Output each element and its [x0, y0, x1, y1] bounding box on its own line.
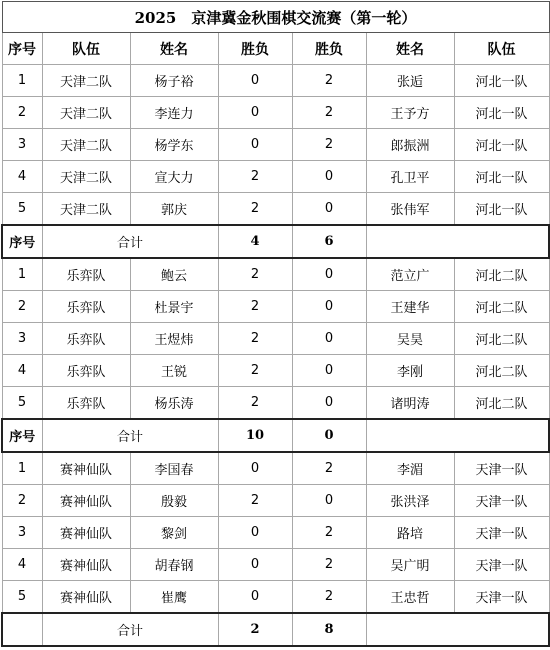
table-row — [2, 517, 549, 549]
match-number: 2 — [2, 97, 42, 129]
match-number: 2 — [2, 291, 42, 323]
team-a-cell: 乐弈队 — [42, 291, 130, 323]
score-a-cell: 2 — [218, 387, 292, 420]
team-a-cell: 天津二队 — [42, 97, 130, 129]
team-b-cell: 河北一队 — [454, 129, 549, 161]
header-row — [2, 33, 549, 65]
score-b-cell: 2 — [292, 581, 366, 614]
match-number: 5 — [2, 387, 42, 420]
score-b-cell: 0 — [292, 387, 366, 420]
results-table — [1, 1, 550, 647]
team-a-cell: 天津二队 — [42, 161, 130, 193]
player-b-cell: 范立广 — [366, 258, 454, 291]
team-a-cell: 乐弈队 — [42, 258, 130, 291]
match-number: 1 — [2, 452, 42, 485]
total-row — [2, 419, 549, 452]
team-a-cell: 赛神仙队 — [42, 452, 130, 485]
score-a-cell: 0 — [218, 129, 292, 161]
team-a-cell: 天津二队 — [42, 129, 130, 161]
player-a-cell: 鲍云 — [130, 258, 218, 291]
team-b-cell: 河北二队 — [454, 291, 549, 323]
team-a-cell: 天津二队 — [42, 193, 130, 226]
match-number: 3 — [2, 323, 42, 355]
score-a-cell: 0 — [218, 549, 292, 581]
team-b-cell: 天津一队 — [454, 581, 549, 614]
team-a-cell: 赛神仙队 — [42, 581, 130, 614]
player-b-cell: 张逅 — [366, 65, 454, 97]
total-seq-label: 序号 — [2, 419, 42, 452]
score-b-cell: 2 — [292, 97, 366, 129]
player-b-cell: 王予方 — [366, 97, 454, 129]
score-a-cell: 2 — [218, 193, 292, 226]
total-row — [2, 613, 549, 646]
team-a-cell: 乐弈队 — [42, 387, 130, 420]
player-a-cell: 杜景宇 — [130, 291, 218, 323]
title-row — [2, 2, 549, 33]
score-b-cell: 0 — [292, 485, 366, 517]
total-label: 合计 — [42, 419, 218, 452]
score-a-cell: 2 — [218, 485, 292, 517]
player-b-cell: 张伟军 — [366, 193, 454, 226]
total-score-a: 4 — [218, 225, 292, 258]
score-b-cell: 2 — [292, 129, 366, 161]
table-row — [2, 65, 549, 97]
match-number: 3 — [2, 129, 42, 161]
score-a-cell: 2 — [218, 323, 292, 355]
table-row — [2, 485, 549, 517]
total-empty-cell — [366, 225, 549, 258]
table-row — [2, 323, 549, 355]
header-player-b: 姓名 — [366, 33, 454, 65]
player-b-cell: 吴广明 — [366, 549, 454, 581]
score-b-cell: 2 — [292, 65, 366, 97]
team-a-cell: 赛神仙队 — [42, 517, 130, 549]
total-empty-cell — [366, 613, 549, 646]
results-table-body — [2, 2, 549, 647]
table-row — [2, 452, 549, 485]
score-a-cell: 0 — [218, 65, 292, 97]
score-b-cell: 0 — [292, 193, 366, 226]
score-a-cell: 0 — [218, 517, 292, 549]
match-number: 2 — [2, 485, 42, 517]
player-b-cell: 李湄 — [366, 452, 454, 485]
player-a-cell: 崔鹰 — [130, 581, 218, 614]
team-a-cell: 天津二队 — [42, 65, 130, 97]
table-row — [2, 129, 549, 161]
score-a-cell: 0 — [218, 97, 292, 129]
player-a-cell: 殷毅 — [130, 485, 218, 517]
team-a-cell: 赛神仙队 — [42, 485, 130, 517]
header-score-a: 胜负 — [218, 33, 292, 65]
score-b-cell: 0 — [292, 161, 366, 193]
score-a-cell: 2 — [218, 291, 292, 323]
player-a-cell: 宣大力 — [130, 161, 218, 193]
score-a-cell: 0 — [218, 581, 292, 614]
header-team-a: 队伍 — [42, 33, 130, 65]
player-a-cell: 黎剑 — [130, 517, 218, 549]
table-row — [2, 355, 549, 387]
team-b-cell: 河北一队 — [454, 97, 549, 129]
total-score-b: 6 — [292, 225, 366, 258]
player-a-cell: 胡春钢 — [130, 549, 218, 581]
team-b-cell: 河北一队 — [454, 65, 549, 97]
player-b-cell: 郎振洲 — [366, 129, 454, 161]
total-score-b: 8 — [292, 613, 366, 646]
score-b-cell: 2 — [292, 517, 366, 549]
player-b-cell: 吴昊 — [366, 323, 454, 355]
total-row — [2, 225, 549, 258]
team-a-cell: 乐弈队 — [42, 355, 130, 387]
score-b-cell: 0 — [292, 323, 366, 355]
player-b-cell: 路培 — [366, 517, 454, 549]
total-score-a: 2 — [218, 613, 292, 646]
table-row — [2, 193, 549, 226]
match-number: 1 — [2, 65, 42, 97]
total-score-b: 0 — [292, 419, 366, 452]
table-row — [2, 581, 549, 614]
team-b-cell: 河北一队 — [454, 193, 549, 226]
total-seq-label: 序号 — [2, 225, 42, 258]
player-a-cell: 杨学东 — [130, 129, 218, 161]
player-b-cell: 王建华 — [366, 291, 454, 323]
match-number: 1 — [2, 258, 42, 291]
player-b-cell: 张洪泽 — [366, 485, 454, 517]
player-a-cell: 杨乐涛 — [130, 387, 218, 420]
match-number: 4 — [2, 549, 42, 581]
team-a-cell: 乐弈队 — [42, 323, 130, 355]
team-b-cell: 河北二队 — [454, 387, 549, 420]
player-b-cell: 李刚 — [366, 355, 454, 387]
score-a-cell: 2 — [218, 161, 292, 193]
team-b-cell: 天津一队 — [454, 452, 549, 485]
table-title: 2025 京津冀金秋围棋交流赛（第一轮） — [2, 2, 549, 33]
table-row — [2, 97, 549, 129]
team-b-cell: 河北一队 — [454, 161, 549, 193]
match-number: 5 — [2, 581, 42, 614]
team-a-cell: 赛神仙队 — [42, 549, 130, 581]
player-b-cell: 诸明涛 — [366, 387, 454, 420]
match-number: 4 — [2, 355, 42, 387]
team-b-cell: 天津一队 — [454, 517, 549, 549]
player-a-cell: 杨子裕 — [130, 65, 218, 97]
total-label: 合计 — [42, 613, 218, 646]
score-b-cell: 0 — [292, 258, 366, 291]
team-b-cell: 河北二队 — [454, 258, 549, 291]
table-row — [2, 258, 549, 291]
score-a-cell: 0 — [218, 452, 292, 485]
player-a-cell: 李国春 — [130, 452, 218, 485]
table-row — [2, 291, 549, 323]
header-player-a: 姓名 — [130, 33, 218, 65]
match-number: 5 — [2, 193, 42, 226]
score-a-cell: 2 — [218, 258, 292, 291]
match-number: 3 — [2, 517, 42, 549]
score-b-cell: 2 — [292, 452, 366, 485]
player-a-cell: 李连力 — [130, 97, 218, 129]
score-b-cell: 0 — [292, 291, 366, 323]
score-a-cell: 2 — [218, 355, 292, 387]
table-row — [2, 161, 549, 193]
player-b-cell: 王忠哲 — [366, 581, 454, 614]
team-b-cell: 天津一队 — [454, 549, 549, 581]
header-seq: 序号 — [2, 33, 42, 65]
total-score-a: 10 — [218, 419, 292, 452]
score-b-cell: 2 — [292, 549, 366, 581]
team-b-cell: 河北二队 — [454, 355, 549, 387]
total-seq-label — [2, 613, 42, 646]
player-a-cell: 郭庆 — [130, 193, 218, 226]
team-b-cell: 河北二队 — [454, 323, 549, 355]
table-row — [2, 387, 549, 420]
score-b-cell: 0 — [292, 355, 366, 387]
table-row — [2, 549, 549, 581]
player-a-cell: 王煜炜 — [130, 323, 218, 355]
header-score-b: 胜负 — [292, 33, 366, 65]
total-empty-cell — [366, 419, 549, 452]
player-b-cell: 孔卫平 — [366, 161, 454, 193]
player-a-cell: 王锐 — [130, 355, 218, 387]
total-label: 合计 — [42, 225, 218, 258]
header-team-b: 队伍 — [454, 33, 549, 65]
team-b-cell: 天津一队 — [454, 485, 549, 517]
match-number: 4 — [2, 161, 42, 193]
